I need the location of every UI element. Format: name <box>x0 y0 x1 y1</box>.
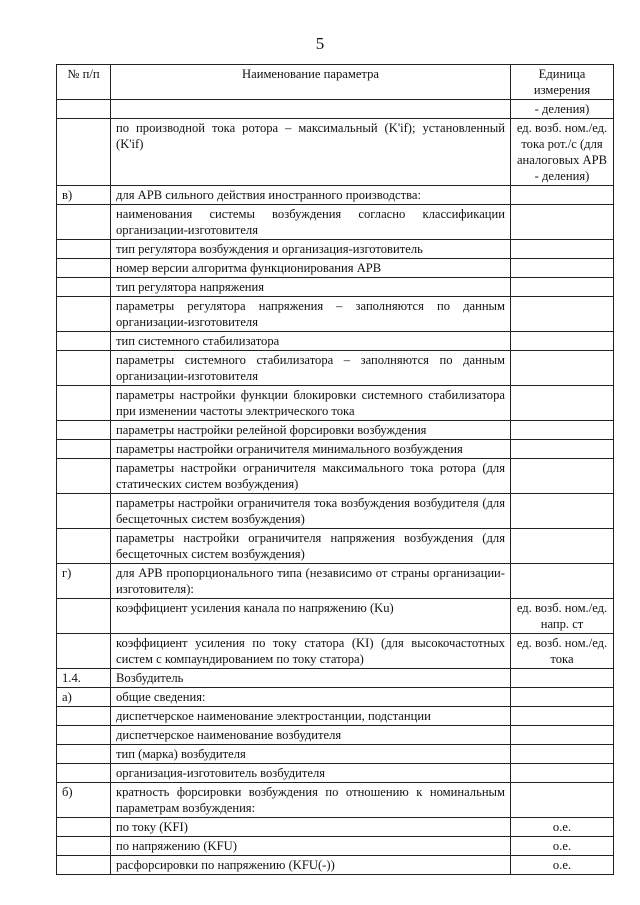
table-row <box>57 564 614 599</box>
table-row <box>57 688 614 707</box>
row-unit <box>511 529 614 564</box>
row-desc: общие сведения: <box>111 688 511 707</box>
table-row <box>57 386 614 421</box>
table-row <box>57 240 614 259</box>
row-unit <box>511 351 614 386</box>
row-num <box>57 634 111 669</box>
row-unit <box>511 297 614 332</box>
header-name: Наименование параметра <box>111 65 511 100</box>
table-row <box>57 726 614 745</box>
row-unit <box>511 494 614 529</box>
row-desc: коэффициент усиления канала по напряжению (Ku) <box>111 599 511 634</box>
row-unit <box>511 688 614 707</box>
row-desc: параметры настройки функции блокировки системного стабилизатора при изменении частоты электрического тока <box>111 386 511 421</box>
row-unit <box>511 386 614 421</box>
table-row <box>57 186 614 205</box>
row-unit <box>511 783 614 818</box>
row-unit <box>511 278 614 297</box>
row-unit: - деления) <box>511 100 614 119</box>
row-desc: для АРВ пропорционального типа (независимо от страны организации-изготовителя): <box>111 564 511 599</box>
row-num <box>57 818 111 837</box>
row-desc: коэффициент усиления по току статора (KI) (для высокочастотных систем с компаундированием по току статора) <box>111 634 511 669</box>
row-desc: кратность форсировки возбуждения по отношению к номинальным параметрам возбуждения: <box>111 783 511 818</box>
row-unit <box>511 726 614 745</box>
row-num <box>57 386 111 421</box>
row-num <box>57 205 111 240</box>
row-num <box>57 745 111 764</box>
table-row <box>57 856 614 875</box>
table-row <box>57 351 614 386</box>
table-row <box>57 494 614 529</box>
table-row <box>57 764 614 783</box>
table-row <box>57 599 614 634</box>
row-unit: ед. возб. ном./ед. напр. ст <box>511 599 614 634</box>
page-number: 5 <box>315 34 325 53</box>
table-row <box>57 278 614 297</box>
row-unit: о.е. <box>511 818 614 837</box>
row-unit <box>511 764 614 783</box>
row-unit <box>511 205 614 240</box>
row-num <box>57 119 111 186</box>
row-unit: ед. возб. ном./ед. тока <box>511 634 614 669</box>
row-desc: тип регулятора возбуждения и организация-изготовитель <box>111 240 511 259</box>
table-row <box>57 818 614 837</box>
row-desc: по напряжению (KFU) <box>111 837 511 856</box>
row-num <box>57 332 111 351</box>
row-num <box>57 764 111 783</box>
row-desc: параметры настройки ограничителя минимального возбуждения <box>111 440 511 459</box>
table-row <box>57 421 614 440</box>
header-num: № п/п <box>57 65 111 100</box>
table-row <box>57 459 614 494</box>
row-desc: для АРВ сильного действия иностранного производства: <box>111 186 511 205</box>
row-num <box>57 259 111 278</box>
row-num <box>57 351 111 386</box>
table-row <box>57 119 614 186</box>
table-row <box>57 297 614 332</box>
row-desc: параметры настройки ограничителя максимального тока ротора (для статических систем возбуждения) <box>111 459 511 494</box>
table-row <box>57 440 614 459</box>
row-desc: тип регулятора напряжения <box>111 278 511 297</box>
row-num <box>57 494 111 529</box>
parameters-table <box>56 64 614 875</box>
row-num <box>57 459 111 494</box>
table-row <box>57 634 614 669</box>
row-unit <box>511 669 614 688</box>
header-unit: Единица измерения <box>511 65 614 100</box>
table-row <box>57 332 614 351</box>
row-num <box>57 726 111 745</box>
row-unit <box>511 332 614 351</box>
row-num <box>57 100 111 119</box>
row-desc: Возбудитель <box>111 669 511 688</box>
row-unit <box>511 186 614 205</box>
row-desc: параметры настройки ограничителя тока возбуждения возбудителя (для бесщеточных систем возбуждения) <box>111 494 511 529</box>
row-unit <box>511 421 614 440</box>
row-unit: о.е. <box>511 837 614 856</box>
row-num: в) <box>57 186 111 205</box>
row-num: б) <box>57 783 111 818</box>
row-desc: организация-изготовитель возбудителя <box>111 764 511 783</box>
row-desc: диспетчерское наименование электростанции, подстанции <box>111 707 511 726</box>
row-num <box>57 707 111 726</box>
row-desc: номер версии алгоритма функционирования АРВ <box>111 259 511 278</box>
table-header-row <box>57 65 614 100</box>
row-desc: параметры настройки ограничителя напряжения возбуждения (для бесщеточных систем возбуждения) <box>111 529 511 564</box>
row-num: 1.4. <box>57 669 111 688</box>
row-unit: о.е. <box>511 856 614 875</box>
row-num <box>57 599 111 634</box>
table-row <box>57 529 614 564</box>
row-num <box>57 529 111 564</box>
row-unit <box>511 459 614 494</box>
table-row <box>57 259 614 278</box>
row-desc: тип (марка) возбудителя <box>111 745 511 764</box>
row-desc: наименования системы возбуждения согласно классификации организации-изготовителя <box>111 205 511 240</box>
row-unit <box>511 259 614 278</box>
row-desc: по току (KFI) <box>111 818 511 837</box>
row-desc: параметры настройки релейной форсировки возбуждения <box>111 421 511 440</box>
row-num <box>57 440 111 459</box>
row-desc: расфорсировки по напряжению (KFU(-)) <box>111 856 511 875</box>
row-unit: ед. возб. ном./ед. тока рот./с (для аналоговых АРВ - деления) <box>511 119 614 186</box>
table-row <box>57 100 614 119</box>
table-row <box>57 205 614 240</box>
row-num <box>57 856 111 875</box>
row-desc: параметры системного стабилизатора – заполняются по данным организации-изготовителя <box>111 351 511 386</box>
row-num <box>57 240 111 259</box>
row-num: а) <box>57 688 111 707</box>
row-desc: тип системного стабилизатора <box>111 332 511 351</box>
row-unit <box>511 564 614 599</box>
row-num <box>57 278 111 297</box>
table-row <box>57 837 614 856</box>
row-unit <box>511 707 614 726</box>
row-num <box>57 421 111 440</box>
row-desc: параметры регулятора напряжения – заполняются по данным организации-изготовителя <box>111 297 511 332</box>
row-desc <box>111 100 511 119</box>
table-row <box>57 783 614 818</box>
row-unit <box>511 745 614 764</box>
table-row <box>57 669 614 688</box>
row-num: г) <box>57 564 111 599</box>
row-num <box>57 837 111 856</box>
row-unit <box>511 440 614 459</box>
row-desc: диспетчерское наименование возбудителя <box>111 726 511 745</box>
row-num <box>57 297 111 332</box>
row-desc: по производной тока ротора – максимальный (K'if); установленный (K'if) <box>111 119 511 186</box>
table-row <box>57 707 614 726</box>
row-unit <box>511 240 614 259</box>
table-row <box>57 745 614 764</box>
